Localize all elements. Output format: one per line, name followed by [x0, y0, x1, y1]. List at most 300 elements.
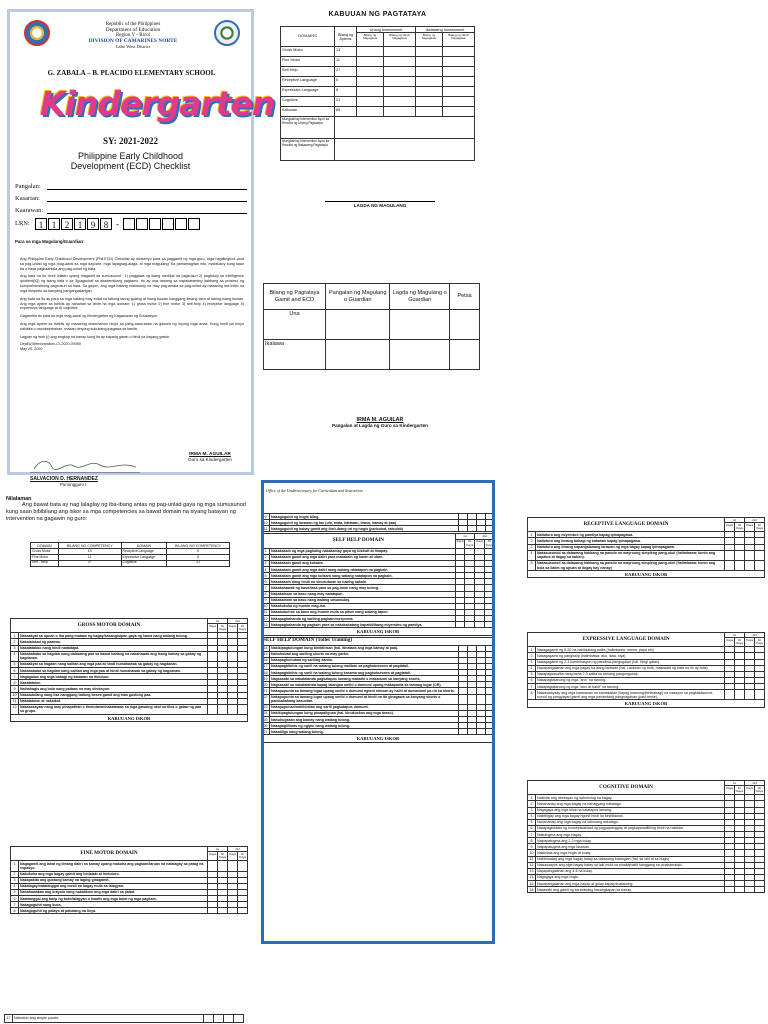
item-number: 7 — [11, 674, 19, 680]
teacher-signature: IRMA M. AGUILAR Guro sa Kindergarten — [188, 452, 232, 462]
item-text: Nakakainom sa baso nang walang umuusulay. — [270, 597, 456, 603]
item-text: Nakakahawak ng baso/tasa para sa pag-inom nang may tulong. — [270, 585, 456, 591]
lagda-magulang: LAGDA NG MAGULANG — [325, 201, 435, 208]
gender-label: Kasarian: — [15, 195, 40, 202]
item-number: 12 — [11, 704, 19, 714]
item-text: Napapangalanan ang 4-6 na kulay. — [536, 868, 725, 874]
nilalaman-row: Gross Motor 13 Receptive Language 5 — [31, 549, 230, 555]
item-text: Nakapagsasalita nang tama 2-3 salita sa tamang pangungusap. — [536, 671, 725, 677]
receptive-table: RECEPTIVE LANGUAGE DOMAIN 1st 2nd Kaya Di Kaya Kaya Di Kaya 1 Naituturo ang miyembro ng pamilya kapag ipinapagawa. 2 Naituturo ang limang bahagi ng katawan kapag ipinapagawa. 3 Naituturo ang limang napangalanang larawan ng mga bagay kapag ipinapagawa. 4 Nakasusunod sa dalawang hakbang na panuto na mayroong simpleng pang-ukol (halimbawa: kunin ang sapatos at ilagay sa kahon). 5 Nakasusunod sa dalawang hakbang na panuto na mayroong simpleng pang-ukol (halimbawa: kunin ang bola sa ilalim ng upuan at ibigay kay nanay) KABUUANG ISKOR — [527, 517, 765, 578]
item-text: Nakakakain gamit ang kutsara. — [270, 560, 456, 566]
lrn-boxes[interactable] — [35, 218, 112, 230]
undersecretary-header: Office of the Undersecretary for Curriculum and Instruction — [266, 488, 363, 493]
item-text: Nagsasabi sa nakatatanda pagkatapos lumang makaihi o makadumi sa kanyang shorts. — [270, 676, 459, 682]
item-number: 3 — [11, 877, 19, 883]
item-text: Nakabababa sa hagdan nang dalawang paa sa bawat baitang na nakahawak ang isang kamay sa gabay ng hagdanan. — [19, 651, 208, 661]
handwritten-signature-icon — [30, 457, 140, 473]
domain-name: Fine Motor — [281, 57, 335, 67]
name-label: Pangalan: — [15, 183, 41, 190]
birthday-label: Kaarawan: — [15, 207, 44, 214]
item-text: Naituturo ang miyembro ng pamilya kapag ipinapagawa. — [536, 532, 725, 538]
item-text: Nakapagtatanong ng mga "sino at bakit" na tanong. — [536, 684, 725, 690]
item-text: Nakalalakad ng paatras. — [19, 639, 208, 645]
item-text: Nakakakain nang hindi na sinusubuan sa tuwing kakain. — [270, 579, 456, 585]
item-number: 6 — [528, 677, 536, 683]
rec-ikalawa-field[interactable] — [335, 139, 475, 161]
expressive-table: EXPRESSIVE LANGUAGE DOMAIN 1st 2nd Kaya Di Kaya Kaya Di Kaya 1 Nakagagamit ng 5-20 na nakikilalang salita (halimbawa: mama, papa etc). 2 Nakagagamit ng panghalip (halimbawa: ako, ikaw, siya) 3 Nakagagamit ng 2-3 kombinasyon ng pandiwa-pangngalan (hal. Hingi gatas). 4 Napapangalanan ang mga bagay sa isang larawan (hal. Larawan ng bola, masasabi ng bata na ito ay bola) 5 Nakapagsasalita nang tama 2-3 salita sa tamang pangungusap. 6 Nakapagtatanong ng mga "ano" na tanong. 7 Nakapagtatanong ng mga "sino at bakit" na tanong. 8 Naisasalaysay ang mga karanasan na kamakailan (kapag tinanong/ibinibahagi) na naaayon sa pagkakasunod-sunod ng pangyayari gamit ang mga panandang pangnaganan (past tense). KABUUANG ISKOR — [527, 632, 765, 708]
item-number: 4 — [528, 813, 536, 819]
check-cell[interactable] — [725, 550, 735, 560]
item-text: Nakapagbibihis ng sarili na walang tulong maliban sa pagbubutones at pagtatali. — [270, 663, 459, 669]
item-number: 14 — [529, 875, 534, 880]
item-text: Nakapagbibihis ng sarili na walang tulong kasama ang pagbubutones at pagtatali. — [270, 670, 459, 676]
rec-una-field[interactable] — [335, 117, 475, 139]
item-text: Nagagaya ang mga hugis. — [536, 874, 725, 880]
memo-date: May 25, 2020 — [20, 347, 43, 352]
item-text: Nakaguguhit nang kuos. — [19, 902, 208, 908]
item-text: Nakatatalon at nakaikot. — [19, 698, 208, 704]
check-cell[interactable] — [208, 651, 218, 661]
item-text: Nakaguguhit ng patayo at pahalang na linya. — [19, 908, 208, 914]
check-cell[interactable] — [208, 704, 218, 714]
lrn-digit[interactable]: 2 — [61, 218, 73, 230]
receptive-title: RECEPTIVE LANGUAGE DOMAIN — [528, 518, 725, 532]
signature-table: Bilang ng Pagtataya Gamit and ECD Pangalan ng Magulang o Guardian Lagda ng Magulang o Guardian Petsa Una Ikalawa — [263, 283, 480, 370]
item-text: Nakatatalon. — [19, 680, 208, 686]
item-text: Nakakakain gamit ang mga daliri para makakain ng kanin at ulam. — [270, 554, 456, 560]
col-ikalawa: Ikalawang Assessment — [415, 27, 474, 33]
score-cell[interactable] — [383, 67, 415, 77]
score-cell[interactable] — [442, 97, 474, 107]
checklist-row — [528, 560, 765, 570]
item-text: Nakapaghahanda ng pagkain para sa nakakabatang kapatid/ibang miyembro ng pamilya. — [270, 622, 456, 628]
item-number: 7 — [262, 585, 270, 591]
item-text: Nagagamit ang lahat ng limang daliri sa kamay upang makuha ang pagkain/laruan na nalalagay sa patag na espasyo. — [19, 861, 208, 871]
item-text: Nakabababa sa hagdan nang salitan ang mga paa at hindi humahawak sa gabay ng hagdanan. — [19, 668, 208, 674]
ikalawa-date[interactable] — [450, 340, 480, 370]
item-number: 16 — [529, 887, 534, 892]
item-number: 19 — [263, 676, 268, 681]
item-number: 20 — [263, 682, 268, 687]
item-number: 13 — [263, 622, 268, 627]
score-cell[interactable] — [357, 57, 384, 67]
item-text: Nakikilala ang mga hugis at kulay. — [536, 850, 725, 856]
score-cell[interactable] — [383, 57, 415, 67]
item-number: 17 — [263, 664, 268, 669]
item-number: 6 — [262, 579, 270, 585]
kabuuan-row — [281, 87, 475, 97]
item-number: 2 — [11, 871, 19, 877]
item-text: Nakasusunod sa dalawang hakbang na panuto na mayroong simpleng pang-ukol (halimbawa: kunin ang sapatos at ilagay sa kahon). — [536, 550, 725, 560]
item-number: 26 — [263, 723, 268, 728]
una-date[interactable] — [450, 310, 480, 340]
item-number: 1 — [528, 532, 536, 538]
item-number: 10 — [263, 520, 268, 525]
toilet-training-title: SELF HELP DOMAIN (Toilet Training) — [262, 637, 495, 645]
score-cell[interactable] — [415, 87, 442, 97]
score-cell[interactable] — [442, 47, 474, 57]
checklist-title-1: Philippine Early Childhood — [77, 151, 184, 161]
score-cell[interactable] — [442, 87, 474, 97]
domain-name: Gross Motor — [281, 47, 335, 57]
item-number: 3 — [11, 645, 19, 651]
fine-motor-title: FINE MOTOR DOMAIN — [11, 847, 208, 861]
item-text: Nakikita ang direksyon ng nahuhulog na bagay. — [536, 795, 725, 801]
item-number: 2 — [528, 801, 536, 807]
score-cell[interactable] — [357, 67, 384, 77]
item-text: Nakagagamit ng 2-3 kombinasyon ng pandiwa-pangngalan (hal. Hingi gatas). — [536, 659, 725, 665]
expressive-section — [527, 632, 765, 708]
score-cell[interactable] — [442, 67, 474, 77]
item-number: 21 — [263, 688, 268, 693]
check-cell[interactable] — [755, 887, 765, 893]
check-cell[interactable] — [745, 560, 755, 570]
item-number: 2 — [528, 538, 536, 544]
check-cell[interactable] — [735, 690, 745, 700]
item-text: Naihahagis ang bola nang paitaas na may direksyon. — [19, 686, 208, 692]
score-cell[interactable] — [442, 107, 474, 117]
item-text: Naituturo ang limang napangalanang larawan ng mga bagay kapag ipinapagawa. — [536, 544, 725, 550]
lrn-digit[interactable]: 1 — [48, 218, 60, 230]
ikalawa-guardian-name[interactable] — [326, 340, 390, 370]
item-text: Nakapakita ang gustong kamay na laging ginagamit. — [19, 877, 208, 883]
item-number: 11 — [262, 609, 270, 615]
lrn-digit[interactable]: 8 — [100, 218, 112, 230]
score-cell[interactable] — [415, 107, 442, 117]
kabuuan-row — [281, 57, 475, 67]
item-text: Nakapagtatanong ng mga "ano" na tanong. — [536, 677, 725, 683]
item-number: 11 — [262, 526, 270, 532]
check-cell[interactable] — [735, 560, 745, 570]
check-cell[interactable] — [218, 908, 228, 914]
item-number: 9 — [262, 597, 270, 603]
item-number: 1 — [11, 633, 19, 639]
gross-motor-table: GROSS MOTOR DOMAIN 1st 2nd Kaya Di Kaya Kaya Di Kaya 1 Nakaakyat sa upuan o iba pang mataas ng bagay/kasangkapan gaya ng kama nang walang tulong. 2 Nakalalakad ng paatras. 3 Nakatatakbo nang hindi nadadapa. 4 Nakabababa sa hagdan nang dalawang paa sa bawat baitang na nakahawak ang isang kamay sa gabay ng hagdanan. 5 Nakaakyat sa hagdan nang salitan ang mga paa at hindi humahawak sa gabay ng hagdanan. 6 Nakabababa sa hagdan nang salitan ang mga paa at hindi humahawak sa gabay ng hagdanan. 7 Nagagalaw ang mga bahagi ng katawan na itinuturo. 8 Nakatatalon. 9 Naihahagis ang bola nang paitaas na may direksyon. 10 Nakatutulang nang iisa hanggang tatlong beses gamit ang mas gustong paa. 11 Nakatatalon at nakaikot. 12 Nakasasayaw nang may pinapatiran o tinutularan/nakatataas sa mga gawaing ukol sa tilos o galaw ng paa sa grupo. KABUUANG ISKOR — [12, 618, 246, 721]
fine-motor-section — [10, 846, 248, 914]
item-number: 24 — [263, 711, 268, 716]
score-cell[interactable] — [442, 77, 474, 87]
check-cell[interactable] — [477, 694, 486, 704]
item-number: 1 — [528, 795, 536, 801]
region-text: Region V - Bicol — [115, 33, 151, 38]
item-text: Nakapaghuhubad ng sariling sando. — [270, 657, 459, 663]
item-number: 7 — [528, 832, 536, 838]
item-text: Naituturo ang limang bahagi ng katawan kapag ipinapagawa. — [536, 538, 725, 544]
check-cell[interactable] — [725, 560, 735, 570]
toilet-training-table: SELF HELP DOMAIN (Toilet Training) 14 Nakikipagtulungan kung binibihisan (hal. itinataas ang mga kamay at paa). 15 Nahuhubad ang sariling shorts na may garter. 16 Nakapaghuhubad ng sariling sando. 17 Nakapagbibihis ng sarili na walang tulong maliban sa pagbubutones at pagtatali. 18 Nakapagbibihis ng sarili na walang tulong kasama ang pagbubutones at pagtatali. 19 Nagsasabi sa nakatatanda pagkatapos lumang makaihi o makadumi sa kanyang shorts. 20 Nagsasabi sa nakatatanda kapag lalangan umihi o dumumi upang makapunta sa tamang lugar (CR). 21 Nakapupunta sa tamang lugar upang umihi o dumumi ngunit minsan ay naihi at dumadumi pa rin sa shorts. 22 Nakapupunta sa tamang lugar upang umihi o dumumi at hindi na ito ginagawa sa kanyang shorts o pambabahang kasuotan. 23 Nakapupunan/nahihinitan ang sarili pagkatapos dumumi. 24 Nakikipagtulungan kung pinapaliguan (hal. kinukuskos ang mga braso). 25 Nahuhugasan ang kamay nang walang tulong. 26 Nakapagliliinas ng ngipin nang walang tulong. 27 Nakaliligo nang walang tulong. KABUUANG ISKOR — [261, 637, 495, 743]
lrn-row — [15, 216, 247, 231]
deped-seal-icon — [24, 20, 50, 46]
col-domains: DOMAINS — [281, 27, 335, 47]
item-number: 23 — [263, 705, 268, 710]
kabuuan-row — [281, 107, 475, 117]
check-cell[interactable] — [725, 887, 735, 893]
item-text: Nakaakyat sa hagdan nang salitan ang mga paa at hindi humahawak sa gabay ng hagdanan. — [19, 661, 208, 667]
item-text: Naitutugma ang mga bagay. — [536, 832, 725, 838]
kabuuan-row — [281, 47, 475, 57]
lrn-empty-boxes[interactable] — [123, 218, 200, 230]
check-cell[interactable] — [735, 887, 745, 893]
nilalaman-block — [6, 496, 251, 523]
una-guardian-sign[interactable] — [390, 310, 450, 340]
checklist-row — [528, 690, 765, 700]
item-number: 6 — [11, 896, 19, 902]
una-guardian-name[interactable] — [326, 310, 390, 340]
item-number: 4 — [262, 567, 270, 573]
kabuuan-table: DOMAINS Bilang ng Aytems Unang Assessment Ikalawang Assessment Bilang ng Nagagawa Bilang ng Hindi Nagagawa Bilang ng Nagagawa Bilang ng Hindi Nagagawa Gross Motor 13 Fine Motor 11 Self-Help 27 Receptive Language 5 Expressive Language 8 Cognitive 21 Kabuuan 85 Mungkahing Intervention Ayon sa Resulta ng Unang Pagtataya Mungkahing Intervention Ayon sa Resulta ng Ikalawang Pagtataya — [280, 26, 475, 161]
item-number: 8 — [11, 680, 19, 686]
item-number: 13 — [529, 869, 534, 874]
checklist-row — [528, 887, 765, 893]
check-cell[interactable] — [755, 560, 765, 570]
rec-una-label: Mungkahing Intervention Ayon sa Resulta ng Unang Pagtataya — [281, 117, 335, 139]
domain-count: 85 — [335, 107, 357, 117]
checklist-row — [262, 526, 495, 532]
gross-motor-section — [10, 618, 248, 722]
item-text: Naipapatugma ang 2-3 mga kulay. — [536, 838, 725, 844]
item-number: 11 — [11, 698, 19, 704]
lrn-digit[interactable]: 9 — [87, 218, 99, 230]
check-cell[interactable] — [745, 887, 755, 893]
item-text: Nakapagliliinas ng ngipin nang walang tulong. — [270, 723, 459, 729]
kabuuan-title: KABUUAN NG PAGTATAYA — [328, 11, 427, 18]
domain-name: Expressive Language — [281, 87, 335, 97]
score-cell[interactable] — [357, 107, 384, 117]
bottom-continuation: 17 Nabubuo ang simple puzzle. — [4, 1014, 244, 1023]
score-cell[interactable] — [357, 77, 384, 87]
item-number: 1 — [11, 861, 19, 871]
check-cell[interactable] — [477, 526, 486, 532]
fine-motor-table: FINE MOTOR DOMAIN 1st 2nd Kaya Di Kaya Kaya Di Kaya 1 Nagagamit ang lahat ng limang daliri sa kamay upang makuha ang pagkain/laruan na nalalagay sa patag na espasyo. 2 Nakukuha ang mga bagay gamit ang hinlalaki at hintuturo. 3 Nakapakita ang gustong kamay na laging ginagamit. 4 Nakalagay/natatanggal ang mesit na bagay mula sa lalagyan. 5 Nahahawakan ang krayola nang nakatikom ang mga daliri sa palad. 6 Natatanggal ang takip ng bote/lalagyan o lnaalis ang mga balot ng mga pagkain. 7 Nakaguguhit nang kuos. 8 Nakaguguhit ng patayo at pahalang na linya. — [10, 846, 248, 914]
item-number: 4 — [528, 665, 536, 671]
item-number: 4 — [11, 651, 19, 661]
para-6: Lagyan ng tsek (/) ang angkop na hanay kung ito ay kayang gawin o hindi pa kayang gawin. — [20, 334, 171, 339]
item-number: 15 — [263, 652, 268, 657]
item-text: Nakalagay/natatanggal ang mesit na bagay mula sa lalagyan. — [19, 883, 208, 889]
check-cell[interactable] — [228, 651, 238, 661]
score-cell[interactable] — [415, 47, 442, 57]
score-cell[interactable] — [383, 47, 415, 57]
check-cell[interactable] — [218, 651, 228, 661]
item-number: 22 — [262, 694, 270, 704]
item-text: Nakakakain gamit ang mga daliri nang walang natatapon na pagkain. — [270, 567, 456, 573]
check-cell[interactable] — [468, 526, 477, 532]
item-text: Nakakakain gamit ang mga kutsara nang walang natatapon na pagkain. — [270, 573, 456, 579]
item-number: 10 — [12, 693, 17, 698]
score-cell[interactable] — [357, 87, 384, 97]
domain-count: 13 — [335, 47, 357, 57]
lrn-digit[interactable]: 1 — [74, 218, 86, 230]
division-text: DIVISION OF CAMARINES NORTE — [88, 38, 178, 44]
item-number: 8 — [11, 908, 19, 914]
domain-count: 8 — [335, 87, 357, 97]
item-number: 9 — [262, 514, 270, 520]
checklist-row — [11, 704, 248, 714]
item-number: 4 — [11, 883, 19, 889]
kabuuan-table-wrap — [280, 26, 475, 161]
check-cell[interactable] — [228, 861, 238, 871]
checklist-row — [11, 651, 248, 661]
check-cell[interactable] — [486, 526, 495, 532]
row-ikalawa: Ikalawa — [264, 340, 326, 370]
check-cell[interactable] — [238, 861, 248, 871]
para-4: Gagamitin ito para sa mga mag-aaral ng Kindergarten ng Kagawaran ng Edukasyon. — [20, 314, 159, 319]
fine-motor-cont-table — [261, 513, 495, 532]
check-cell[interactable] — [238, 651, 248, 661]
item-text: Napapangalanan ang mga bagay sa isang larawan (hal. Larawan ng bola, masasabi ng bata na ito ay bola) — [536, 665, 725, 671]
check-cell[interactable] — [218, 861, 228, 871]
check-cell[interactable] — [228, 704, 238, 714]
item-number: 5 — [528, 560, 536, 570]
item-text: Nakapupunta sa tamang lugar upang umihi o dumumi at hindi na ito ginagawa sa kanyang shorts o pambabahang kasuotan. — [270, 694, 459, 704]
item-number: 1 — [262, 548, 270, 554]
nilalaman-row: Fine Motor 11 Expressive Language 8 — [31, 555, 230, 561]
item-text: Nakaguguhit ng bahay gamit ang iba't-ibang uri ng hugis (parisukat, tatsulok) — [270, 526, 459, 532]
domain-count: 27 — [335, 67, 357, 77]
check-cell[interactable] — [218, 704, 228, 714]
col-una: Unang Assessment — [357, 27, 416, 33]
score-cell[interactable] — [383, 97, 415, 107]
item-text: Naisasaayos ang mga bagay batay sa laki mula sa pinakamaliit hanggang sa pinakamalaki. — [536, 862, 725, 868]
check-cell[interactable] — [208, 861, 218, 871]
item-text: Napapangalanan ang mga hayop at gulay kapag tinatanong. — [536, 881, 725, 887]
republic-text: Republic of the Philippines — [105, 22, 161, 27]
check-cell[interactable] — [238, 908, 248, 914]
name-field[interactable] — [47, 182, 247, 190]
item-number: 12 — [529, 863, 534, 868]
kabuuan-row — [281, 67, 475, 77]
score-cell[interactable] — [415, 77, 442, 87]
self-help-table: SELF HELP DOMAIN 1st 2nd Kaya Di Kaya Kaya Di Kaya 1 Nakakakain ng mga pagkaing nakakamay gaya ng biskwit at tinapay. 2 Nakakakain gamit ang mga daliri para makakain ng kanin at ulam. 3 Nakakakain gamit ang kutsara. 4 Nakakakain gamit ang mga daliri nang walang natatapon na pagkain. 5 Nakakakain gamit ang mga kutsara nang walang natatapon na pagkain. 6 Nakakakain nang hindi na sinusubuan sa tuwing kakain. 7 Nakakahawak ng baso/tasa para sa pag-inom nang may tulong. 8 Nakakainom sa baso nang may natatapon. 9 Nakakainom sa baso nang walang umuusulay. 10 Nakakukuha ng inumin mag-isa. 11 Nakabubuhos sa baso ang inumin mula sa pitsel nang walang tapon. 12 Nakapaghahanda ng sariling pagkain/meryenda. 13 Nakapaghahanda ng pagkain para sa nakakabatang kapatid/ibang miyembro ng pamilya. KABUUANG ISKOR — [263, 533, 493, 634]
teacher-block: IRMA M. AGUILAR Pangalan at Lagda ng Guro sa Kindergarten — [332, 417, 428, 428]
kindergarten-logo — [40, 84, 275, 136]
item-number: 11 — [528, 856, 536, 862]
checklist-row — [528, 550, 765, 560]
item-text: Nakikipagtulungan kung binibihisan (hal. itinataas ang mga kamay at paa). — [270, 645, 459, 651]
item-number: 3 — [528, 659, 536, 665]
check-cell[interactable] — [745, 690, 755, 700]
check-cell[interactable] — [725, 690, 735, 700]
item-text: Nakaliligo nang walang tulong. — [270, 729, 459, 735]
nilalaman-row: Self - Help 27 Cognitive 21 — [31, 560, 230, 566]
domain-count: 5 — [335, 77, 357, 87]
check-cell[interactable] — [459, 694, 468, 704]
item-number: 9 — [528, 844, 536, 850]
item-text: Nasasabi ang gamit ng karaniwang kasangkapan sa bahay. — [536, 887, 725, 893]
item-text: Nakaguguhit ng larawan ng tao (ulo, mata, katawan, braso, kamay at paa) — [270, 520, 459, 526]
score-cell[interactable] — [415, 97, 442, 107]
item-text: Nakapupunan/nahihinitan ang sarili pagkatapos dumumi. — [270, 704, 459, 710]
item-text: Nakagagamit ng 5-20 na nakikilalang salita (halimbawa: mama, papa etc). — [536, 647, 725, 653]
check-cell[interactable] — [755, 690, 765, 700]
item-number: 9 — [11, 686, 19, 692]
item-text: Naipapatugma ang mga larawan. — [536, 844, 725, 850]
item-text: Nahuhubad ang sariling shorts na may garter. — [270, 651, 459, 657]
check-cell[interactable] — [745, 550, 755, 560]
item-text: Nahahanap ang mga bagay na bahagyang nakatago. — [536, 801, 725, 807]
item-text: Natatanggal ang takip ng bote/lalagyan o lnaalis ang mga balot ng mga pagkain. — [19, 896, 208, 902]
rec-ikalawa-label: Mungkahing Intervention Ayon sa Resulta ng Ikalawang Pagtataya — [281, 139, 335, 161]
birthday-field[interactable] — [47, 206, 247, 214]
item-number: 3 — [528, 807, 536, 813]
check-cell[interactable] — [486, 694, 495, 704]
lrn-dash: - — [116, 218, 119, 229]
school-year: SY: 2021-2022 — [103, 136, 158, 146]
item-number: 1 — [528, 647, 536, 653]
check-cell[interactable] — [468, 694, 477, 704]
item-number: 8 — [528, 838, 536, 844]
score-cell[interactable] — [357, 97, 384, 107]
self-help-page — [258, 480, 498, 1024]
score-cell[interactable] — [383, 107, 415, 117]
check-cell[interactable] — [208, 908, 218, 914]
item-number: 27 — [263, 729, 268, 734]
kabuuan-row — [281, 97, 475, 107]
item-number: 8 — [528, 690, 536, 700]
check-cell[interactable] — [238, 704, 248, 714]
score-cell[interactable] — [415, 67, 442, 77]
self-help-title: SELF HELP DOMAIN — [262, 534, 456, 548]
check-cell[interactable] — [755, 550, 765, 560]
cognitive-table: COGNITIVE DOMAIN 1st 2nd Kaya Di Kaya Kaya Di Kaya 1 Nakikita ang direksyon ng nahuhulog na bagay. 2 Nahahanap ang mga bagay na bahagyang nakatago. 3 Nagagaya ang mga kilos na katatapos lamang. 4 Naibibigay ang mga bagay ngunit hindi ito binibitawan. 5 Nahahanap ang mga bagay na lubusang nakatago. 6 Nakapagkikilala ng konseptwalidad ng pagpapanggap at pagkapanatilihing hindi na nakikita. 7 Naitutugma ang mga bagay. 8 Naipapatugma ang 2-3 mga kulay. 9 Naipapatugma ang mga larawan. 10 Nakikilala ang mga hugis at kulay. 11 Naihihiwalay ang mga bagay batay sa dalawang katangian (hal. sa laki at sa hugis) 12 Naisasaayos ang mga bagay batay sa laki mula sa pinakamaliit hanggang sa pinakamalaki. 13 Napapangalanan ang 4-6 na kulay. 14 Nagagaya ang mga hugis. 15 Napapangalanan ang mga hayop at gulay kapag tinatanong. 16 Nasasabi ang gamit ng karaniwang kasangkapan sa bahay. — [529, 780, 763, 892]
score-cell[interactable] — [383, 87, 415, 97]
score-cell[interactable] — [442, 57, 474, 67]
gender-field[interactable] — [47, 194, 247, 202]
item-number: 10 — [263, 604, 268, 609]
item-text: Naihihiwalay ang mga bagay batay sa dalawang katangian (hal. sa laki at sa hugis) — [536, 856, 725, 862]
cognitive-title: COGNITIVE DOMAIN — [528, 781, 725, 795]
check-cell[interactable] — [228, 908, 238, 914]
ikalawa-guardian-sign[interactable] — [390, 340, 450, 370]
item-text: Nakagagamit ng panghalip (halimbawa: ako, ikaw, siya) — [536, 653, 725, 659]
item-text: Nakukuha ang mga bagay gamit ang hinlalaki at hintuturo. — [19, 871, 208, 877]
item-text: Nakasasayaw nang may pinapatiran o tinutularan/nakatataas sa mga gawaing ukol sa tilos o galaw ng paa sa grupo. — [19, 704, 208, 714]
domain-name: Self-Help — [281, 67, 335, 77]
item-text: Nagagalaw ang mga bahagi ng katawan na itinuturo. — [19, 674, 208, 680]
check-cell[interactable] — [735, 550, 745, 560]
self-help-tables — [261, 513, 495, 743]
item-number: 6 — [528, 825, 536, 831]
lrn-digit[interactable]: 1 — [35, 218, 47, 230]
signature-table-wrap — [263, 283, 480, 370]
score-cell[interactable] — [383, 77, 415, 87]
item-number: 10 — [529, 850, 534, 855]
item-text: Nakatatakbo nang hindi nadadapa. — [19, 645, 208, 651]
para-5: Ang mga aytem sa tsekils ay maaaring obserbahan ninyo sa pang-araw-araw na gawain ng inyong mga anak. Kung hindi pa ninyo nakikita o naoobserbahan, maaari ninyong subukang ipagawa sa kanila. — [20, 321, 244, 331]
checklist-title-2: Development (ECD) Checklist — [70, 161, 191, 171]
item-number: 3 — [528, 544, 536, 550]
item-text: Nakapaghahanda ng sariling pagkain/meryenda. — [270, 616, 456, 622]
item-number: 5 — [11, 889, 19, 895]
checklist-row — [11, 861, 248, 871]
item-text: Nagsasabi sa nakatatanda kapag lalangan umihi o dumumi upang makapunta sa tamang lugar (CR). — [270, 682, 459, 688]
item-number: 2 — [11, 639, 19, 645]
dept-text: Department of Education — [105, 27, 161, 33]
item-number: 6 — [11, 668, 19, 674]
item-text: Nakaakyat sa upuan o iba pang mataas ng bagay/kasangkapan gaya ng kama nang walang tulong. — [19, 633, 208, 639]
item-text: Naibibigay ang mga bagay ngunit hindi ito binibitawan. — [536, 813, 725, 819]
item-text: Nakatutulang nang iisa hanggang tatlong beses gamit ang mas gustong paa. — [19, 692, 208, 698]
check-cell[interactable] — [459, 526, 468, 532]
score-cell[interactable] — [357, 47, 384, 57]
lrn-label: LRN: — [15, 220, 30, 227]
item-number: 2 — [528, 653, 536, 659]
item-number: 2 — [262, 554, 270, 560]
parents-heading: Para sa mga Magulang/Guardian: — [15, 239, 85, 244]
score-cell[interactable] — [415, 57, 442, 67]
item-number: 14 — [263, 646, 268, 651]
checklist-row — [11, 908, 248, 914]
